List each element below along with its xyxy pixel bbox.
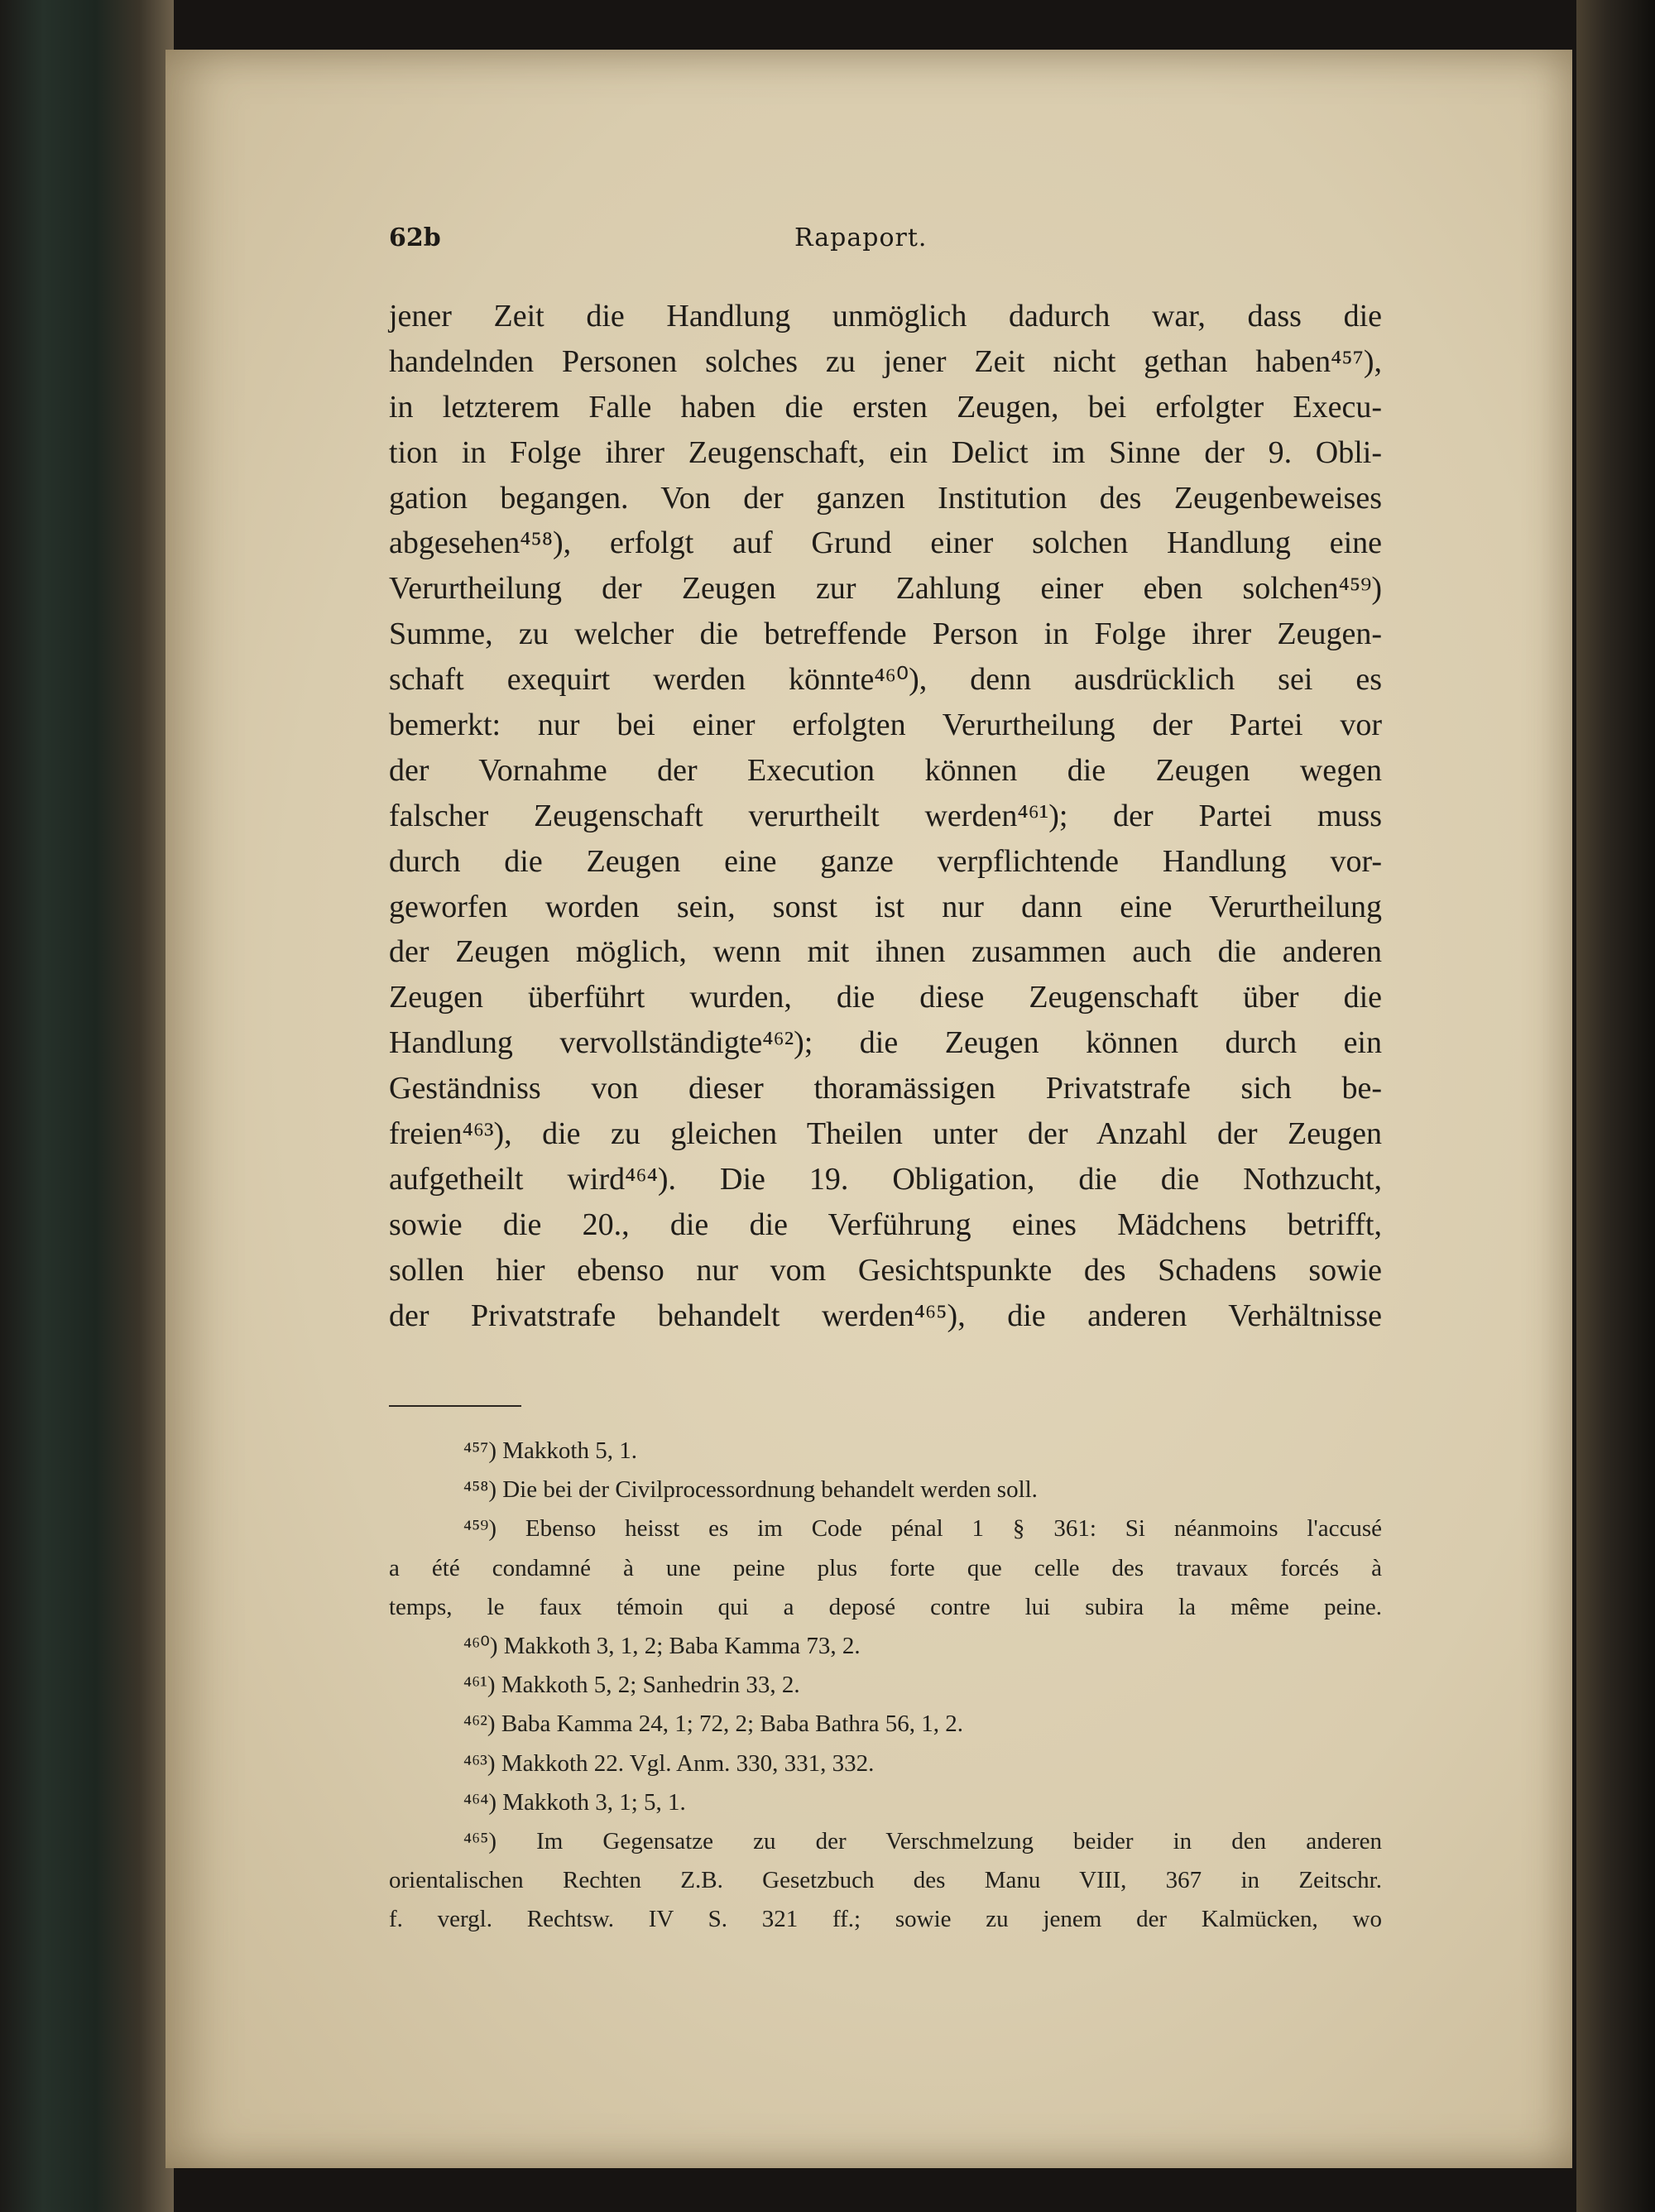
book-binding-right xyxy=(1576,0,1655,2212)
footnote-line: ⁴⁵⁷) Makkoth 5, 1. xyxy=(463,1437,637,1464)
text-line: aufgetheilt wird⁴⁶⁴). Die 19. Obligation, die die Nothzucht, xyxy=(389,1161,1382,1197)
text-line: bemerkt: nur bei einer erfolgten Verurtheilung der Partei vor xyxy=(389,708,1382,743)
text-line: gation begangen. Von der ganzen Institution des Zeugenbeweises xyxy=(389,480,1382,516)
footnote-line: ⁴⁵⁸) Die bei der Civilprocessordnung behandelt werden soll. xyxy=(463,1476,1038,1504)
footnote-line: a été condamné à une peine plus forte que celle des travaux forcés à xyxy=(389,1554,1382,1581)
text-line: sowie die 20., die die Verführung eines Mädchens betrifft, xyxy=(389,1207,1382,1242)
footnote-line: orientalischen Rechten Z.B. Gesetzbuch des Manu VIII, 367 in Zeitschr. xyxy=(389,1867,1382,1894)
text-line: jener Zeit die Handlung unmöglich dadurch war, dass die xyxy=(389,299,1382,333)
text-line: schaft exequirt werden könnte⁴⁶⁰), denn ausdrücklich sei es xyxy=(389,662,1382,698)
page-header xyxy=(389,223,1382,265)
text-line: der Privatstrafe behandelt werden⁴⁶⁵), die anderen Verhältnisse xyxy=(389,1298,1382,1333)
text-line: Zeugen überführt wurden, die diese Zeugenschaft über die xyxy=(389,980,1382,1015)
text-line: tion in Folge ihrer Zeugenschaft, ein Delict im Sinne der 9. Obli- xyxy=(389,434,1382,470)
footnote-line: ⁴⁶⁰) Makkoth 3, 1, 2; Baba Kamma 73, 2. xyxy=(463,1632,861,1659)
footnote-line: temps, le faux témoin qui a deposé contre lui subira la même peine. xyxy=(389,1593,1382,1620)
text-line: durch die Zeugen eine ganze verpflichtende Handlung vor- xyxy=(389,843,1382,879)
text-line: Verurtheilung der Zeugen zur Zahlung einer eben solchen⁴⁵⁹) xyxy=(389,571,1382,607)
text-line: Geständniss von dieser thoramässigen Privatstrafe sich be- xyxy=(389,1071,1382,1106)
text-line: der Zeugen möglich, wenn mit ihnen zusammen auch die anderen xyxy=(389,934,1382,970)
footnote-line: ⁴⁶⁴) Makkoth 3, 1; 5, 1. xyxy=(463,1788,686,1816)
text-line: abgesehen⁴⁵⁸), erfolgt auf Grund einer solchen Handlung eine xyxy=(389,525,1382,561)
running-title: Rapaport. xyxy=(794,223,928,252)
text-line: der Vornahme der Execution können die Zeugen wegen xyxy=(389,752,1382,788)
footnote-line: ⁴⁶¹) Makkoth 5, 2; Sanhedrin 33, 2. xyxy=(463,1672,800,1699)
footnote-line: ⁴⁵⁹) Ebenso heisst es im Code pénal 1 § 361: Si néanmoins l'accusé xyxy=(463,1515,1382,1543)
footnote-line: ⁴⁶²) Baba Kamma 24, 1; 72, 2; Baba Bathra 56, 1, 2. xyxy=(463,1711,963,1738)
footnote-separator xyxy=(389,1405,521,1407)
page-number: 62b xyxy=(389,223,441,252)
text-line: falscher Zeugenschaft verurtheilt werden⁴⁶¹); der Partei muss xyxy=(389,798,1382,833)
text-line: freien⁴⁶³), die zu gleichen Theilen unter der Anzahl der Zeugen xyxy=(389,1116,1382,1152)
text-line: geworfen worden sein, sonst ist nur dann eine Verurtheilung xyxy=(389,889,1382,924)
text-line: Handlung vervollständigte⁴⁶²); die Zeugen können durch ein xyxy=(389,1025,1382,1061)
footnote-line: f. vergl. Rechtsw. IV S. 321 ff.; sowie zu jenem der Kalmücken, wo xyxy=(389,1906,1382,1933)
footnotes-block xyxy=(389,1432,1382,1939)
book-binding-left xyxy=(0,0,174,2212)
text-line: Summe, zu welcher die betreffende Person in Folge ihrer Zeugen- xyxy=(389,617,1382,652)
footnote-line: ⁴⁶⁵) Im Gegensatze zu der Verschmelzung beider in den anderen xyxy=(463,1827,1382,1855)
text-line: sollen hier ebenso nur vom Gesichtspunkte des Schadens sowie xyxy=(389,1252,1382,1288)
footnote-line: ⁴⁶³) Makkoth 22. Vgl. Anm. 330, 331, 332. xyxy=(463,1749,875,1777)
main-text-block xyxy=(389,294,1382,1338)
text-line: in letzterem Falle haben die ersten Zeugen, bei erfolgter Execu- xyxy=(389,389,1382,425)
text-line: handelnden Personen solches zu jener Zeit nicht gethan haben⁴⁵⁷), xyxy=(389,343,1382,379)
